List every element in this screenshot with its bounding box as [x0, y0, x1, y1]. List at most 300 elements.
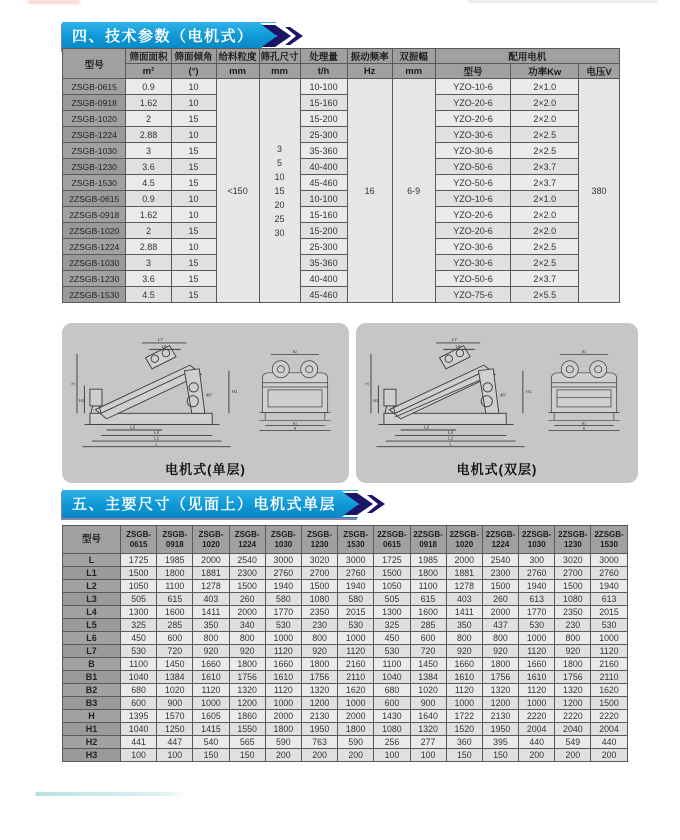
dimension-value-cell: 2000 [229, 606, 265, 619]
dimension-value-cell: 150 [482, 749, 518, 762]
area-cell: 4.5 [126, 175, 171, 191]
area-cell: 1.62 [126, 95, 171, 111]
angle-cell: 15 [171, 271, 216, 287]
dimension-value-cell: 540 [193, 736, 229, 749]
dimension-row-H [63, 710, 628, 723]
model-cell: ZSGB-1230 [63, 159, 126, 175]
dimension-value-cell: 800 [482, 632, 518, 645]
dimension-value-cell: 1770 [265, 606, 301, 619]
motor-power-cell: 2×1.0 [511, 191, 579, 207]
area-cell: 0.9 [126, 79, 171, 95]
motor-power-cell: 2×2.5 [511, 143, 579, 159]
model-cell: 2ZSGB-1030 [63, 255, 126, 271]
dimension-value-cell: 1640 [410, 710, 446, 723]
dimension-value-cell: 200 [338, 749, 374, 762]
dimension-value-cell: 285 [410, 619, 446, 632]
area-cell: 4.5 [126, 287, 171, 303]
motor-power-cell: 2×2.0 [511, 207, 579, 223]
dimension-value-cell: 2000 [265, 710, 301, 723]
dimension-value-cell: 613 [591, 593, 627, 606]
col-header-line: 2ZSGB- [558, 529, 588, 539]
dimension-row-B2 [63, 684, 628, 697]
motor-power-cell: 2×2.5 [511, 239, 579, 255]
mesh-size-value: 10 [274, 171, 285, 182]
dimension-value-cell: 600 [410, 632, 446, 645]
dimension-value-cell: 437 [482, 619, 518, 632]
angle-cell: 15 [171, 175, 216, 191]
capacity-cell: 45-460 [300, 287, 347, 303]
motor-power-cell: 2×5.5 [511, 287, 579, 303]
dimension-value-cell: 1000 [519, 632, 555, 645]
dimension-value-cell: 200 [591, 749, 627, 762]
dimension-value-cell: 100 [121, 749, 157, 762]
dimension-value-cell: 1605 [193, 710, 229, 723]
dimension-value-cell: 1881 [193, 567, 229, 580]
col-header-2ZSGB-1030 [519, 526, 555, 554]
dimension-value-cell: 2760 [265, 567, 301, 580]
col-header-model: 型号 [63, 49, 126, 79]
dimension-value-cell: 580 [338, 593, 374, 606]
dimension-value-cell: 2015 [338, 606, 374, 619]
col-header-line: ZSGB- [234, 529, 260, 539]
svg-text:L: L [449, 441, 452, 447]
motor-model-cell: YZO-75-6 [435, 287, 511, 303]
chevron-arrow-icon [342, 491, 392, 517]
dimension-value-cell: 3020 [555, 554, 591, 567]
dimension-value-cell: 1500 [482, 580, 518, 593]
dimension-value-cell: 2000 [193, 554, 229, 567]
dimension-value-cell: 1415 [193, 723, 229, 736]
capacity-cell: 45-460 [300, 175, 347, 191]
col-header-ZSGB-1230 [301, 526, 337, 554]
tech-params-row [63, 175, 620, 191]
model-cell: 2ZSGB-1530 [63, 287, 126, 303]
dimension-value-cell: 447 [157, 736, 193, 749]
svg-text:L2: L2 [423, 424, 430, 430]
dimension-value-cell: 2130 [301, 710, 337, 723]
col-header-line: 2ZSGB- [485, 529, 516, 539]
dimension-value-cell: 1411 [193, 606, 229, 619]
col-header-angle: 筛面倾角 [171, 49, 216, 64]
dimension-value-cell: 395 [482, 736, 518, 749]
dimension-value-cell: 1620 [591, 684, 627, 697]
dimension-value-cell: 1756 [482, 671, 518, 684]
dimension-value-cell: 1040 [374, 671, 410, 684]
tech-params-row [63, 79, 620, 95]
dimension-label-cell: L7 [63, 645, 121, 658]
dimension-value-cell: 920 [555, 645, 591, 658]
dimension-value-cell: 1000 [591, 632, 627, 645]
col-header-line: ZSGB- [343, 529, 369, 539]
col-header-motor-group: 配用电机 [435, 49, 619, 64]
dimension-row-B1 [63, 671, 628, 684]
dimension-row-L1 [63, 567, 628, 580]
page-edge-artifact [28, 0, 80, 4]
model-cell: ZSGB-0615 [63, 79, 126, 95]
dimension-value-cell: 1395 [121, 710, 157, 723]
dimension-row-L [63, 554, 628, 567]
svg-text:B1: B1 [292, 421, 298, 426]
dimension-value-cell: 1000 [265, 697, 301, 710]
dimension-value-cell: 1600 [157, 606, 193, 619]
dimension-label-cell: L6 [63, 632, 121, 645]
dimension-value-cell: 3000 [591, 554, 627, 567]
dimension-value-cell: 1100 [410, 580, 446, 593]
dimension-value-cell: 1725 [121, 554, 157, 567]
dimension-value-cell: 680 [121, 684, 157, 697]
dimension-value-cell: 1320 [229, 684, 265, 697]
tech-params-row [63, 271, 620, 287]
svg-text:L7: L7 [451, 337, 457, 343]
page-edge-artifact [468, 0, 658, 3]
dimension-value-cell: 505 [121, 593, 157, 606]
dimension-value-cell: 530 [338, 619, 374, 632]
mesh-size-value: 25 [274, 213, 285, 224]
unit-feed: mm [216, 64, 259, 79]
dimension-value-cell: 256 [374, 736, 410, 749]
dimension-value-cell: 1200 [555, 697, 591, 710]
dimension-row-H1 [63, 723, 628, 736]
dimension-value-cell: 2350 [301, 606, 337, 619]
dimension-value-cell: 200 [265, 749, 301, 762]
dimension-value-cell: 920 [193, 645, 229, 658]
capacity-cell: 25-300 [300, 239, 347, 255]
motor-model-cell: YZO-30-6 [435, 255, 511, 271]
angle-cell: 10 [171, 191, 216, 207]
dimension-value-cell: 1250 [157, 723, 193, 736]
model-cell: ZSGB-1530 [63, 175, 126, 191]
capacity-cell: 15-160 [300, 95, 347, 111]
dimension-value-cell: 1660 [265, 658, 301, 671]
mesh-size-value: 30 [274, 227, 285, 238]
dimension-label-cell: L4 [63, 606, 121, 619]
area-cell: 2 [126, 111, 171, 127]
col-header-motor-voltage: 电压V [578, 64, 619, 79]
svg-text:L1: L1 [154, 435, 160, 441]
dimension-value-cell: 1450 [410, 658, 446, 671]
svg-text:46°: 46° [205, 392, 213, 398]
dimension-value-cell: 2220 [519, 710, 555, 723]
dimension-value-cell: 1080 [374, 723, 410, 736]
col-header-line: 2ZSGB- [521, 529, 552, 539]
svg-text:L4: L4 [154, 430, 160, 436]
svg-text:H1: H1 [231, 388, 238, 394]
col-header-ZSGB-0615 [121, 526, 157, 554]
dimension-value-cell: 2004 [591, 723, 627, 736]
side-view-drawing [358, 329, 534, 455]
dimension-value-cell: 1050 [374, 580, 410, 593]
dimension-value-cell: 1610 [446, 671, 482, 684]
area-cell: 3.6 [126, 159, 171, 175]
dimension-value-cell: 1800 [265, 723, 301, 736]
motor-power-cell: 2×2.5 [511, 127, 579, 143]
angle-cell: 15 [171, 111, 216, 127]
dimension-value-cell: 1800 [410, 567, 446, 580]
dimension-label-cell: L5 [63, 619, 121, 632]
dimension-value-cell: 600 [374, 697, 410, 710]
dimension-value-cell: 1860 [229, 710, 265, 723]
dimension-value-cell: 1610 [519, 671, 555, 684]
dimension-value-cell: 800 [193, 632, 229, 645]
dimension-value-cell: 403 [193, 593, 229, 606]
col-header-line: 1230 [310, 539, 329, 549]
dimension-value-cell: 325 [374, 619, 410, 632]
dimension-value-cell: 450 [121, 632, 157, 645]
dimension-value-cell: 100 [157, 749, 193, 762]
dimension-value-cell: 200 [519, 749, 555, 762]
dimension-value-cell: 900 [410, 697, 446, 710]
dimension-value-cell: 1881 [446, 567, 482, 580]
dimension-value-cell: 260 [482, 593, 518, 606]
dimension-label-cell: B3 [63, 697, 121, 710]
motor-power-cell: 2×1.0 [511, 79, 579, 95]
area-cell: 1.62 [126, 207, 171, 223]
dimension-value-cell: 530 [121, 645, 157, 658]
dimension-value-cell: 1020 [410, 684, 446, 697]
dimensions-table-body [63, 554, 628, 762]
dimension-value-cell: 1500 [591, 697, 627, 710]
dimension-value-cell: 1660 [193, 658, 229, 671]
mesh-size-value: 15 [274, 185, 285, 196]
dimension-value-cell: 1725 [374, 554, 410, 567]
tech-params-row [63, 287, 620, 303]
tech-params-row [63, 191, 620, 207]
dimension-value-cell: 1040 [121, 671, 157, 684]
motor-model-cell: YZO-20-6 [435, 95, 511, 111]
col-header-line: 2ZSGB- [413, 529, 443, 539]
dimension-value-cell: 1050 [121, 580, 157, 593]
dimension-value-cell: 565 [229, 736, 265, 749]
dimension-value-cell: 920 [301, 645, 337, 658]
dimension-value-cell: 800 [229, 632, 265, 645]
area-cell: 2.88 [126, 127, 171, 143]
dimension-value-cell: 1550 [229, 723, 265, 736]
angle-cell: 10 [171, 207, 216, 223]
tech-params-row [63, 255, 620, 271]
dimension-value-cell: 260 [229, 593, 265, 606]
amplitude-merged-cell: 6-9 [392, 79, 435, 303]
motor-power-cell: 2×3.7 [511, 175, 579, 191]
unit-capacity: t/h [300, 64, 347, 79]
dimension-value-cell: 680 [374, 684, 410, 697]
dimension-value-cell: 530 [265, 619, 301, 632]
drawing-panel-double-deck [356, 323, 638, 483]
motor-power-cell: 2×3.7 [511, 271, 579, 287]
side-view-drawing [64, 329, 240, 455]
dimension-value-cell: 1940 [265, 580, 301, 593]
area-cell: 2 [126, 223, 171, 239]
col-header-line: 2ZSGB- [449, 529, 479, 539]
svg-text:H1: H1 [525, 388, 532, 394]
motor-model-cell: YZO-50-6 [435, 271, 511, 287]
angle-cell: 15 [171, 287, 216, 303]
dimension-value-cell: 1320 [482, 684, 518, 697]
dimension-value-cell: 600 [157, 632, 193, 645]
capacity-cell: 15-200 [300, 111, 347, 127]
dimension-value-cell: 300 [519, 554, 555, 567]
svg-text:H: H [71, 381, 75, 387]
dimension-value-cell: 2040 [555, 723, 591, 736]
col-header-ZSGB-1530 [338, 526, 374, 554]
dimension-value-cell: 1120 [265, 645, 301, 658]
model-cell: 2ZSGB-1020 [63, 223, 126, 239]
capacity-cell: 40-400 [300, 271, 347, 287]
col-header-2ZSGB-1020 [446, 526, 482, 554]
dimension-value-cell: 1770 [519, 606, 555, 619]
dimension-value-cell: 1570 [157, 710, 193, 723]
dimension-value-cell: 1985 [410, 554, 446, 567]
dimension-label-cell: B1 [63, 671, 121, 684]
col-header-motor-power: 功率Kw [511, 64, 579, 79]
dimension-value-cell: 549 [555, 736, 591, 749]
dimension-value-cell: 2000 [446, 554, 482, 567]
tech-params-row [63, 127, 620, 143]
dimension-row-L6 [63, 632, 628, 645]
area-cell: 2.88 [126, 239, 171, 255]
dimension-value-cell: 1120 [265, 684, 301, 697]
model-cell: 2ZSGB-1224 [63, 239, 126, 255]
dimension-row-L7 [63, 645, 628, 658]
motor-model-cell: YZO-50-6 [435, 175, 511, 191]
dimension-value-cell: 360 [446, 736, 482, 749]
angle-cell: 10 [171, 95, 216, 111]
col-header-line: ZSGB- [307, 529, 332, 539]
svg-text:H2: H2 [372, 398, 379, 404]
dimension-value-cell: 1278 [193, 580, 229, 593]
dimension-value-cell: 1500 [301, 580, 337, 593]
col-header-line: 1230 [563, 539, 582, 549]
dimension-value-cell: 1120 [338, 645, 374, 658]
motor-power-cell: 2×2.0 [511, 111, 579, 127]
dimension-value-cell: 440 [519, 736, 555, 749]
col-header-2ZSGB-1224 [482, 526, 518, 554]
voltage-merged-cell: 380 [578, 79, 619, 303]
dimension-value-cell: 920 [446, 645, 482, 658]
dimension-value-cell: 1800 [157, 567, 193, 580]
col-header-line: 0918 [419, 539, 437, 549]
dimension-value-cell: 200 [301, 749, 337, 762]
unit-amplitude: mm [392, 64, 435, 79]
capacity-cell: 15-160 [300, 207, 347, 223]
dimension-label-cell: L [63, 554, 121, 567]
dimension-value-cell: 1800 [555, 658, 591, 671]
motor-model-cell: YZO-30-6 [435, 143, 511, 159]
svg-text:L1: L1 [448, 435, 454, 441]
unit-angle: (°) [171, 64, 216, 79]
dimension-value-cell: 1040 [121, 723, 157, 736]
dimension-value-cell: 1722 [446, 710, 482, 723]
dimension-value-cell: 600 [121, 697, 157, 710]
angle-cell: 10 [171, 239, 216, 255]
tech-params-row [63, 223, 620, 239]
svg-text:L4: L4 [448, 430, 454, 436]
drawing-panel-single-deck [62, 323, 349, 483]
dimension-value-cell: 530 [591, 619, 627, 632]
dimension-value-cell: 1120 [591, 645, 627, 658]
chevron-arrow-icon [260, 23, 310, 49]
dimension-value-cell: 1500 [555, 580, 591, 593]
dimension-value-cell: 590 [265, 736, 301, 749]
dimension-value-cell: 1080 [555, 593, 591, 606]
dimension-value-cell: 1600 [410, 606, 446, 619]
dimension-value-cell: 1000 [446, 697, 482, 710]
dimension-value-cell: 1120 [519, 645, 555, 658]
col-header-line: 1030 [527, 539, 546, 549]
mesh-sizes-merged-cell [259, 79, 300, 303]
col-header-feed: 给料粒度 [216, 49, 259, 64]
col-header-line: 1530 [600, 539, 618, 549]
dimension-value-cell: 530 [519, 619, 555, 632]
unit-area: m² [126, 64, 171, 79]
motor-model-cell: YZO-50-6 [435, 159, 511, 175]
dimension-value-cell: 613 [519, 593, 555, 606]
dimension-value-cell: 100 [374, 749, 410, 762]
dimension-label-cell: H2 [63, 736, 121, 749]
motor-power-cell: 2×2.5 [511, 255, 579, 271]
svg-text:B2: B2 [292, 349, 298, 354]
motor-model-cell: YZO-20-6 [435, 223, 511, 239]
tech-params-row [63, 95, 620, 111]
dimension-value-cell: 2350 [555, 606, 591, 619]
col-header-2ZSGB-1230 [555, 526, 591, 554]
dimension-label-cell: H3 [63, 749, 121, 762]
model-cell: ZSGB-1030 [63, 143, 126, 159]
motor-model-cell: YZO-30-6 [435, 127, 511, 143]
capacity-cell: 10-100 [300, 79, 347, 95]
dimension-value-cell: 1384 [410, 671, 446, 684]
dimension-value-cell: 150 [193, 749, 229, 762]
tech-params-row [63, 159, 620, 175]
dimension-value-cell: 2110 [591, 671, 627, 684]
area-cell: 3 [126, 255, 171, 271]
dimensions-table-header [63, 526, 628, 554]
col-header-line: 0918 [165, 539, 184, 549]
mesh-size-value: 5 [277, 157, 283, 168]
dimension-label-cell: B [63, 658, 121, 671]
col-header-line: 0615 [129, 539, 148, 549]
col-header-2ZSGB-0615 [374, 526, 410, 554]
dimension-value-cell: 2700 [301, 567, 337, 580]
dimension-value-cell: 2015 [591, 606, 627, 619]
dimension-value-cell: 1300 [374, 606, 410, 619]
capacity-cell: 25-300 [300, 127, 347, 143]
dimension-value-cell: 2760 [591, 567, 627, 580]
dimension-row-H2 [63, 736, 628, 749]
model-cell: ZSGB-1020 [63, 111, 126, 127]
dimension-value-cell: 1411 [446, 606, 482, 619]
col-header-ZSGB-1020 [193, 526, 229, 554]
dimension-value-cell: 1080 [301, 593, 337, 606]
dimension-value-cell: 1430 [374, 710, 410, 723]
dimension-value-cell: 720 [410, 645, 446, 658]
col-header-line: 2ZSGB- [377, 529, 407, 539]
dimension-value-cell: 763 [301, 736, 337, 749]
col-header-line: 1224 [238, 539, 257, 549]
tech-params-table-header [63, 49, 620, 79]
col-header-amplitude: 双振幅 [392, 49, 435, 64]
dimension-value-cell: 580 [265, 593, 301, 606]
svg-text:L6: L6 [455, 344, 461, 349]
model-cell: 2ZSGB-0615 [63, 191, 126, 207]
dimension-value-cell: 530 [374, 645, 410, 658]
dimension-value-cell: 800 [555, 632, 591, 645]
capacity-cell: 15-200 [300, 223, 347, 239]
tech-params-table [62, 48, 620, 303]
dimension-value-cell: 1610 [265, 671, 301, 684]
col-header-frequency: 振动频率 [347, 49, 392, 64]
dimension-value-cell: 3020 [301, 554, 337, 567]
dimension-value-cell: 441 [121, 736, 157, 749]
